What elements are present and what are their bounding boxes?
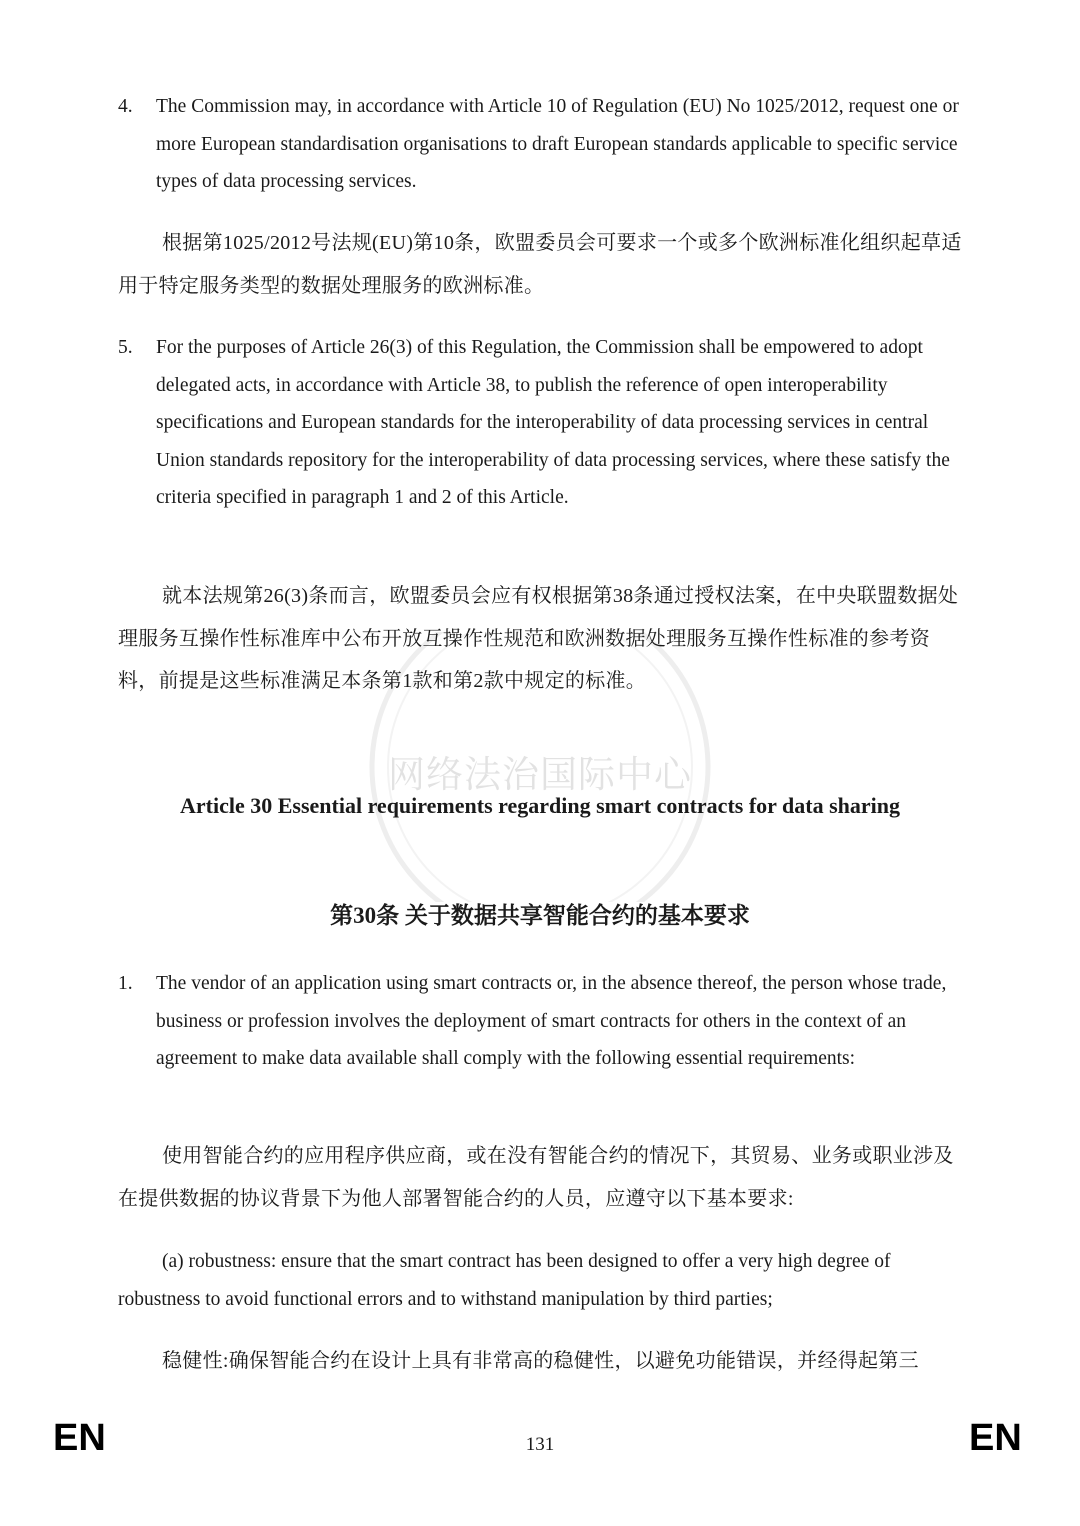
paragraph-number: 1. xyxy=(118,973,133,994)
article-title-zh: 第30条 关于数据共享智能合约的基本要求 xyxy=(330,903,750,928)
paragraph-number: 5. xyxy=(118,337,133,358)
paragraph-4-en xyxy=(118,88,968,201)
paragraph-1-zh: 使用智能合约的应用程序供应商，或在没有智能合约的情况下，其贸易、业务或职业涉及在提供数据的协议背景下为他人部署智能合约的人员，应遵守以下基本要求: xyxy=(118,1145,954,1210)
paragraph-5-en xyxy=(118,329,968,517)
paragraph-number: 4. xyxy=(118,96,133,117)
paragraph-text: For the purposes of Article 26(3) of this Regulation, the Commission shall be empowered to adopt delegated acts, in accordance with Article 38, to publish the reference of open interoperability specifications and European standards for the interoperability of data processing services in central Union standards repository for the interoperability of data processing services, where these satisfy the criteria specified in paragraph 1 and 2 of this Article. xyxy=(156,337,950,509)
paragraph-5-zh: 就本法规第26(3)条而言，欧盟委员会应有权根据第38条通过授权法案，在中央联盟数据处理服务互操作性标准库中公布开放互操作性规范和欧洲数据处理服务互操作性标准的参考资料，前提是这些标准满足本条第1款和第2款中规定的标准。 xyxy=(118,585,959,692)
point-a-zh: 稳健性:确保智能合约在设计上具有非常高的稳健性，以避免功能错误，并经得起第三 xyxy=(162,1350,919,1372)
page-number: 131 xyxy=(525,1434,555,1455)
point-a-en: (a) robustness: ensure that the smart contract has been designed to offer a very high degree of robustness to avoid functional errors and to withstand manipulation by third parties; xyxy=(118,1251,891,1310)
watermark-text: 网络法治国际中心 xyxy=(388,753,692,796)
paragraph-1-en xyxy=(118,965,968,1078)
paragraph-4-zh: 根据第1025/2012号法规(EU)第10条，欧盟委员会可要求一个或多个欧洲标准化组织起草适用于特定服务类型的数据处理服务的欧洲标准。 xyxy=(118,232,962,297)
paragraph-text: The vendor of an application using smart contracts or, in the absence thereof, the person whose trade, business or profession involves the deployment of smart contracts for others in the context of an agreement to make data available shall comply with the following essential requirements: xyxy=(156,973,947,1070)
article-title-en: Article 30 Essential requirements regarding smart contracts for data sharing xyxy=(179,793,900,818)
footer-language-label-left: EN xyxy=(53,1417,106,1459)
paragraph-text: The Commission may, in accordance with Article 10 of Regulation (EU) No 1025/2012, request one or more European standardisation organisations to draft European standards applicable to specific service types of data processing services. xyxy=(156,96,959,193)
footer-language-label-right: EN xyxy=(969,1417,1022,1459)
